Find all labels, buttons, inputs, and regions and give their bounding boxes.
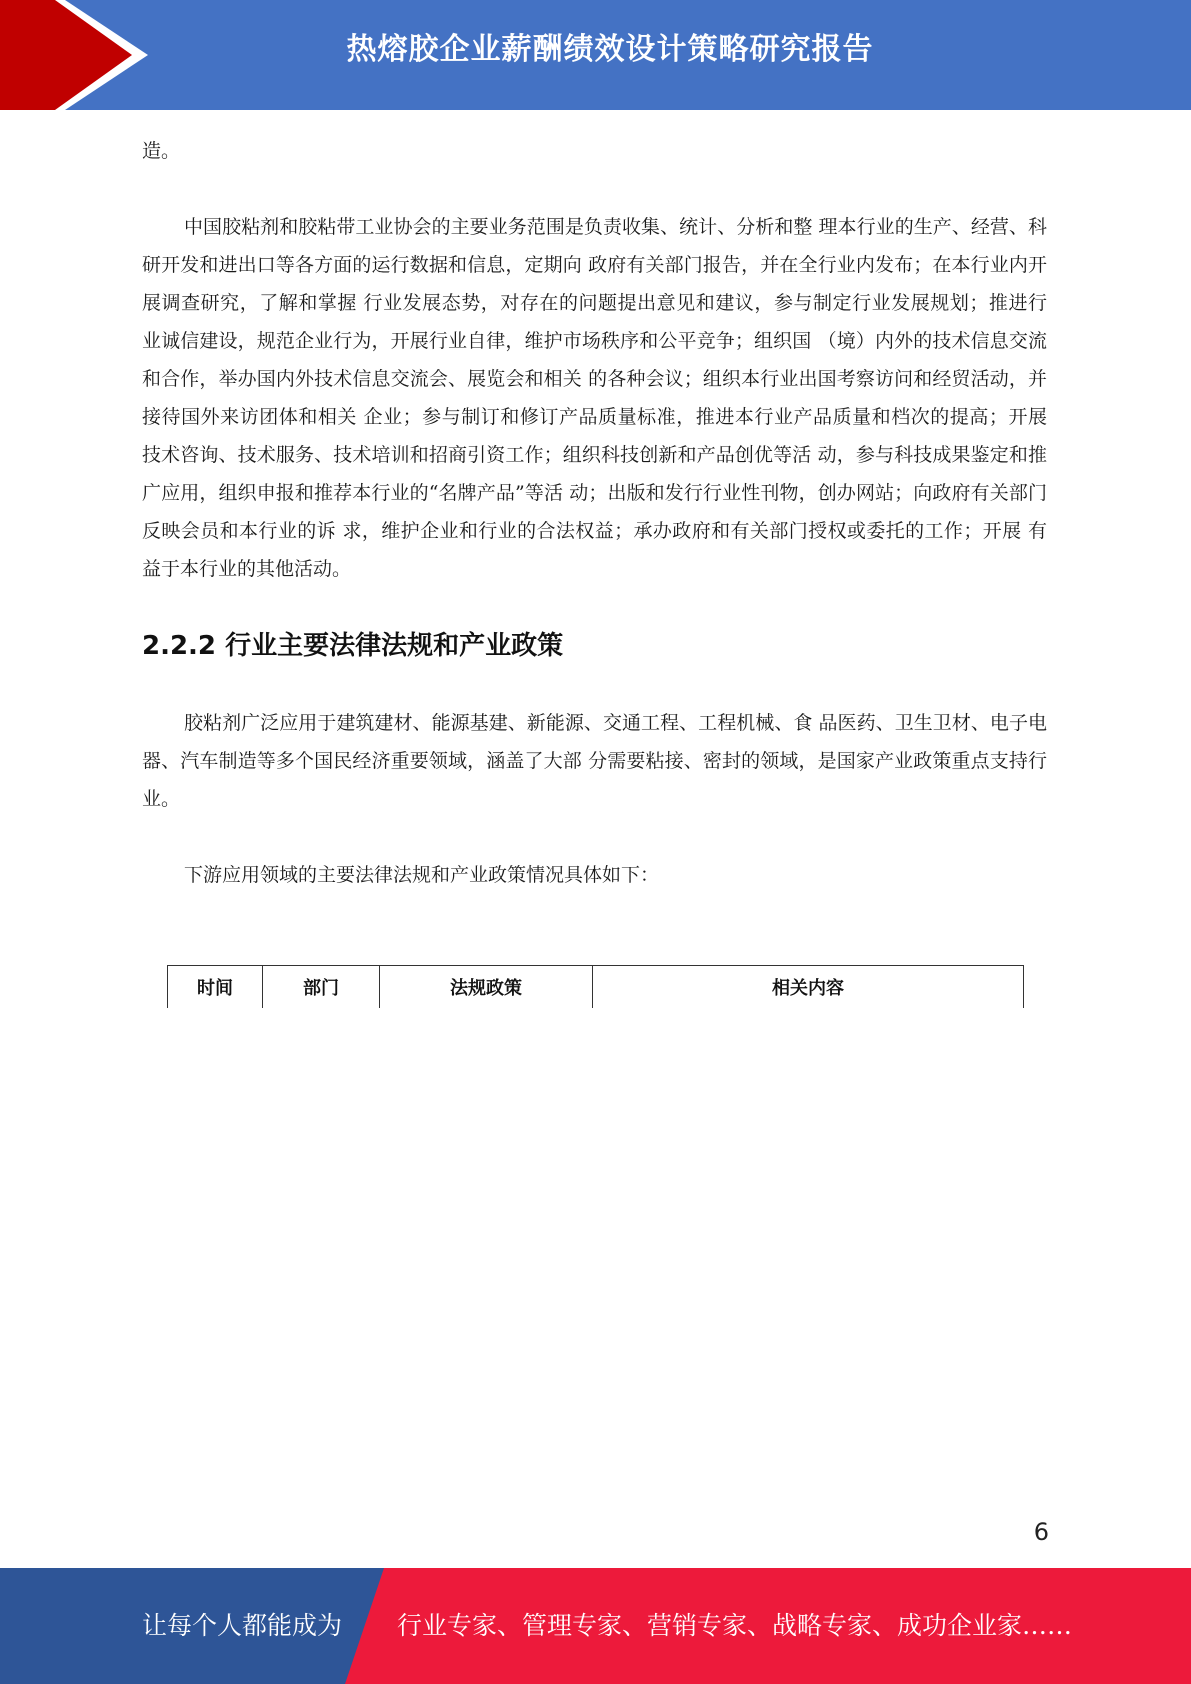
table-header-row [168,966,1024,1009]
document-body [142,132,1047,894]
footer-slogan-right: 行业专家、管理专家、营销专家、战略专家、成功企业家…… [397,1611,1073,1640]
policy-table [167,965,1024,1008]
report-title: 热熔胶企业薪酬绩效设计策略研究报告 [346,32,874,67]
page-footer [0,1568,1191,1684]
column-header-time: 时间 [168,966,263,1009]
page-header [0,0,1191,110]
table-intro-paragraph: 下游应用领域的主要法律法规和产业政策情况具体如下： [184,864,660,886]
application-paragraph: 胶粘剂广泛应用于建筑建材、能源基建、新能源、交通工程、工程机械、食 品医药、卫生卫材、电子电器、汽车制造等多个国民经济重要领域，涵盖了大部 分需要粘接、密封的领域，是国家产业政策重点支持行业。 [142,712,1047,810]
carry-over-text: 造。 [142,140,181,162]
footer-slogan-left: 让每个人都能成为 [142,1611,343,1640]
page-number: 6 [1033,1518,1049,1546]
association-paragraph: 中国胶粘剂和胶粘带工业协会的主要业务范围是负责收集、统计、分析和整 理本行业的生产、经营、科研开发和进出口等各方面的运行数据和信息，定期向 政府有关部门报告，并在全行业内发布；在本行业内开展调查研究，了解和掌握 行业发展态势，对存在的问题提出意见和建议，参与制定行业发展规划；推进行 业诚信建设，规范企业行为，开展行业自律，维护市场秩序和公平竞争；组织国 （境）内外的技术信息交流和合作，举办国内外技术信息交流会、展览会和相关 的各种会议；组织本行业出国考察访问和经贸活动，并接待国外来访团体和相关 企业；参与制订和修订产品质量标准，推进本行业产品质量和档次的提高；开展 技术咨询、技术服务、技术培训和招商引资工作；组织科技创新和产品创优等活 动，参与科技成果鉴定和推广应用，组织申报和推荐本行业的“名牌产品”等活 动；出版和发行行业性刊物，创办网站；向政府有关部门反映会员和本行业的诉 求，维护企业和行业的合法权益；承办政府和有关部门授权或委托的工作；开展 有益于本行业的其他活动。 [142,216,1047,580]
section-heading: 2.2.2 行业主要法律法规和产业政策 [142,631,564,661]
column-header-department: 部门 [263,966,380,1009]
column-header-content: 相关内容 [593,966,1024,1009]
column-header-policy: 法规政策 [380,966,593,1009]
